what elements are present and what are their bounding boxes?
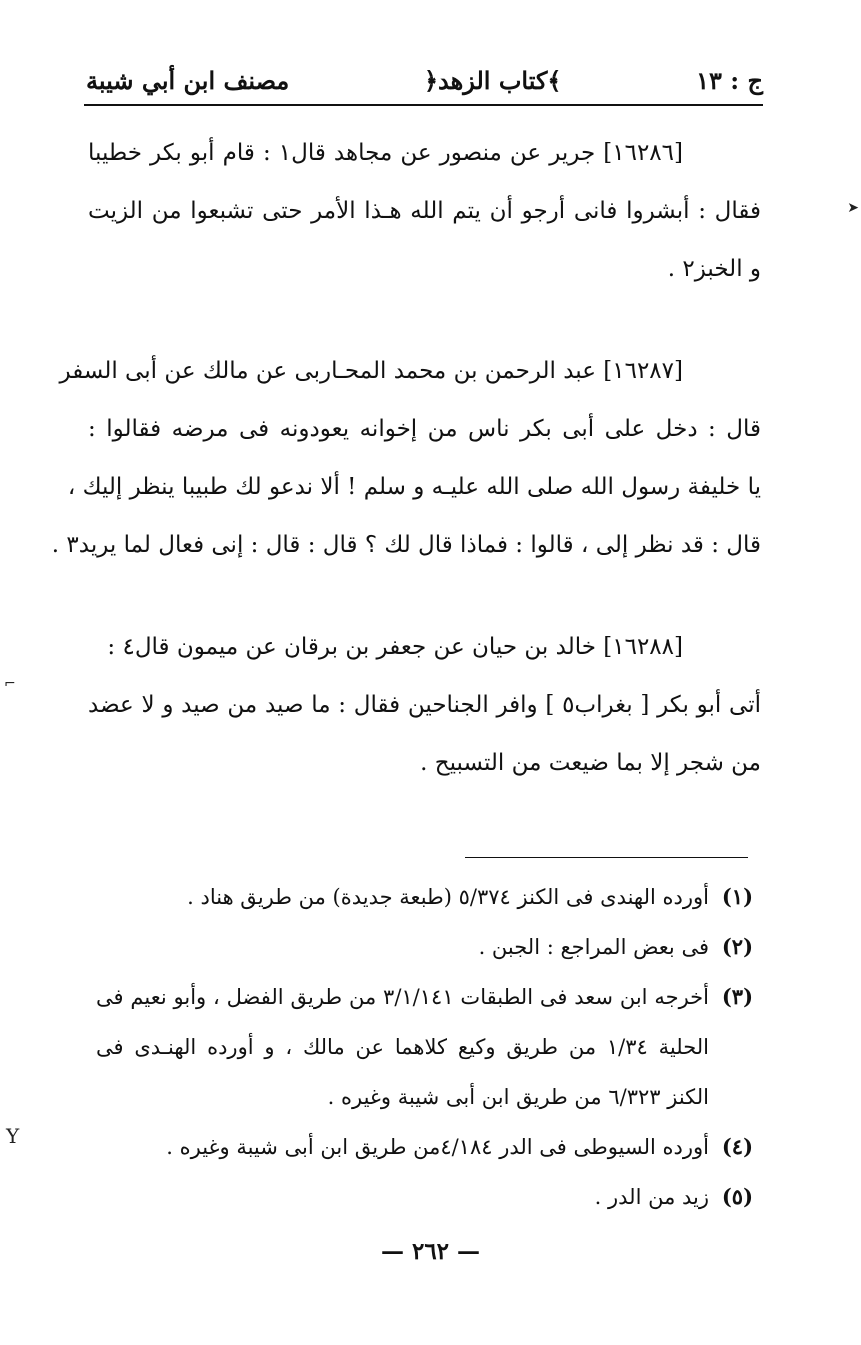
margin-mark: Y (6, 1124, 20, 1148)
footnote (96, 1122, 753, 1172)
entry-line: و الخبز٢ . (667, 256, 761, 282)
entry-line: من شجر إلا بما ضيعت من التسبيح . (420, 750, 761, 776)
footnote-line: أخرجه ابن سعد فى الطبقات ٣/١/١٤١ من طريق الفضل ، وأبو نعيم فى (96, 985, 709, 1009)
margin-mark: ⌐ (4, 676, 16, 692)
footnote-line: أورده الهندى فى الكنز ٥/٣٧٤ (طبعة جديدة) من طريق هناد . (187, 885, 709, 909)
page-number: — ٢٦٢ — (380, 1238, 481, 1265)
header-book-title: مصنف ابن أبي شيبة (86, 65, 290, 95)
footnote-number: (٤) (721, 1134, 753, 1159)
footnote-text (96, 872, 709, 922)
footnote-text (96, 922, 709, 972)
header-rule (84, 104, 763, 106)
header-chapter-title: ﴿كتاب الزهد﴾ (423, 65, 562, 95)
entry-line: [١٦٢٨٦] جرير عن منصور عن مجاهد قال١ : قام أبو بكر خطيبا (88, 140, 683, 166)
footnote-text (96, 972, 709, 1122)
entry-line: قال : قد نظر إلى ، قالوا : فماذا قال لك ؟ قال : قال : إنى فعال لما يريد٣ . (51, 532, 761, 558)
entry-line: [١٦٢٨٨] خالد بن حيان عن جعفر بن برقان عن ميمون قال٤ : (107, 634, 683, 660)
entry-line: فقال : أبشروا فانى أرجو أن يتم الله هـذا الأمر حتى تشبعوا من الزيت (88, 198, 761, 224)
footnote-line: فى بعض المراجع : الجبن . (478, 935, 709, 959)
footnote-line: أورده السيوطى فى الدر ٤/١٨٤من طريق ابن أبى شيبة وغيره . (166, 1135, 709, 1159)
entry-line: [١٦٢٨٧] عبد الرحمن بن محمد المحـاربى عن مالك عن أبى السفر (59, 358, 683, 384)
entry-line: قال : دخل على أبى بكر ناس من إخوانه يعودونه فى مرضه فقالوا : (88, 416, 761, 442)
footnote (96, 1172, 753, 1222)
hadith-entry (88, 618, 761, 792)
entry-line: يا خليفة رسول الله صلى الله عليـه و سلم ! ألا ندعو لك طبيبا ينظر إليك ، (67, 474, 761, 500)
footnote-line: الكنز ٦/٣٢٣ من طريق ابن أبى شيبة وغيره . (327, 1085, 709, 1109)
footnote-line: زيد من الدر . (594, 1185, 709, 1209)
margin-mark: ➤ (847, 200, 859, 216)
header-volume: ج : ١٣ (696, 65, 763, 95)
footnote-text (96, 1172, 709, 1222)
footnote (96, 922, 753, 972)
entry-line: أتى أبو بكر [ بغراب٥ ] وافر الجناحين فقال : ما صيد من صيد و لا عضد (88, 692, 761, 718)
running-header (86, 56, 763, 104)
hadith-entry (51, 342, 761, 574)
footnote-number: (٢) (721, 934, 753, 959)
footnote-number: (١) (721, 884, 753, 909)
hadith-entries (51, 124, 761, 836)
footnote (96, 972, 753, 1122)
footnote-separator (465, 857, 748, 858)
footnote-line: الحلية ١/٣٤ من طريق وكيع كلاهما عن مالك ، و أورده الهنـدى فى (96, 1035, 709, 1059)
footnote (96, 872, 753, 922)
footnote-number: (٥) (721, 1184, 753, 1209)
footnote-number: (٣) (721, 984, 753, 1009)
footnotes (96, 872, 753, 1222)
footnote-text (96, 1122, 709, 1172)
hadith-entry (88, 124, 761, 298)
